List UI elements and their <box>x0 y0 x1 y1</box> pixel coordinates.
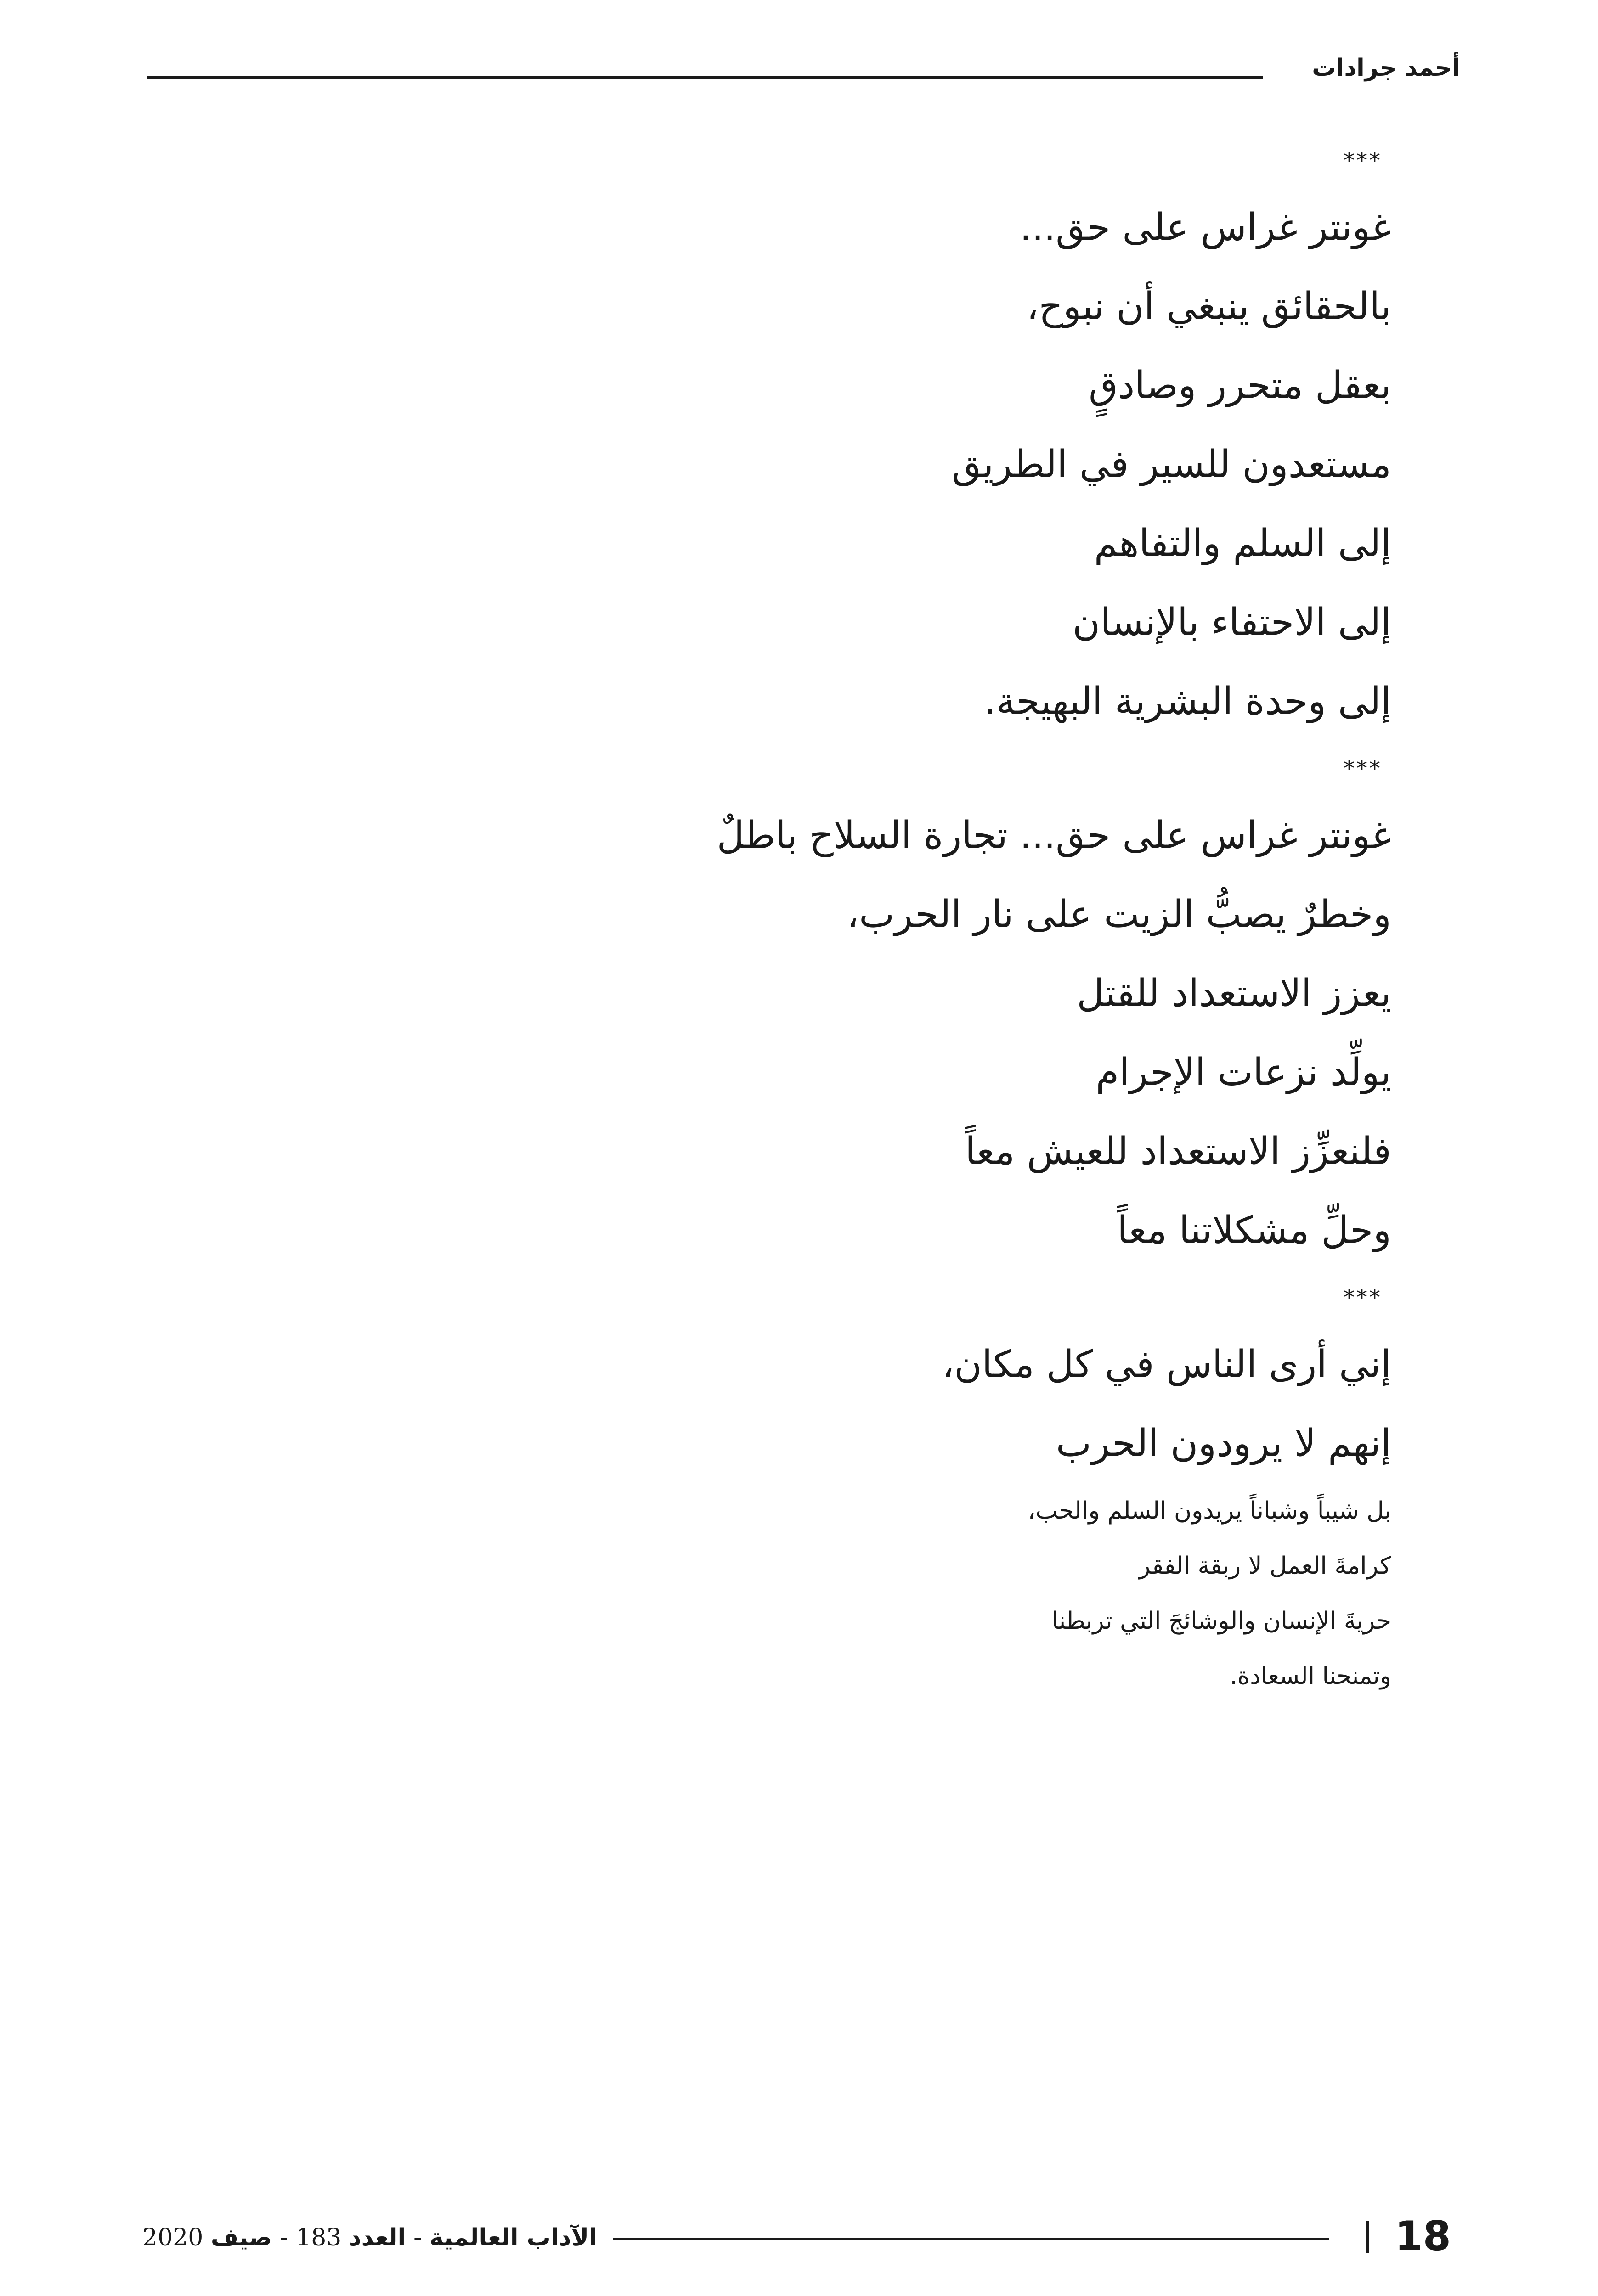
poem-line: إني أرى الناس في كل مكان، <box>942 1343 1391 1386</box>
poem-line: إنهم لا يرودون الحرب <box>1056 1422 1391 1465</box>
poem-line: وتمنحنا السعادة. <box>1230 1662 1391 1690</box>
season: صيف <box>210 2224 272 2251</box>
poem-line: إلى وحدة البشرية البهيجة. <box>984 680 1391 723</box>
poem-line: غونتر غراس على حق... <box>1020 206 1391 249</box>
page-number: 18 <box>1395 2212 1451 2260</box>
journal-info: الآداب العالمية - العدد 183 - صيف 2020 <box>142 2224 597 2251</box>
issue-label: العدد <box>349 2224 406 2251</box>
footer-separator-bar <box>1366 2221 1369 2253</box>
year: 2020 <box>142 2224 203 2251</box>
stanza-separator: *** <box>1344 148 1382 174</box>
poem-line: وخطرٌ يصبُّ الزيت على نار الحرب، <box>847 893 1391 936</box>
stanza-3 <box>381 1325 1391 1704</box>
poem-line: كرامةَ العمل لا ربقة الفقر <box>1139 1552 1391 1580</box>
stanza-1 <box>381 188 1391 741</box>
poem-line: إلى الاحتفاء بالإنسان <box>1073 601 1391 644</box>
poem-line: يولِّد نزعات الإجرام <box>1095 1051 1391 1094</box>
issue-number: 183 <box>296 2224 342 2251</box>
poem-line: غونتر غراس على حق... تجارة السلاح باطلٌ <box>717 814 1391 857</box>
poem-line: بعقل متحرر وصادقٍ <box>1089 364 1391 407</box>
footer-rule <box>613 2238 1329 2240</box>
poem-body <box>381 133 1391 1704</box>
journal-name: الآداب العالمية <box>429 2224 597 2251</box>
author-name: أحمد جرادات <box>1312 54 1460 82</box>
poem-line: بالحقائق ينبغي أن نبوح، <box>1026 285 1391 328</box>
stanza-separator: *** <box>1344 1285 1382 1311</box>
poem-line: حريةَ الإنسان والوشائجَ التي تربطنا <box>1051 1607 1391 1635</box>
poem-line: بل شيباً وشباناً يريدون السلم والحب، <box>1028 1497 1391 1525</box>
stanza-separator: *** <box>1344 756 1382 782</box>
poem-line: فلنعزِّز الاستعداد للعيش معاً <box>965 1130 1391 1173</box>
poem-line: وحلِّ مشكلاتنا معاً <box>1117 1209 1391 1252</box>
page-header <box>147 46 1460 101</box>
stanza-2 <box>381 796 1391 1270</box>
poem-line: إلى السلم والتفاهم <box>1094 522 1391 565</box>
poem-line: مستعدون للسير في الطريق <box>952 443 1391 486</box>
header-rule <box>147 76 1263 79</box>
poem-line: يعزز الاستعداد للقتل <box>1077 972 1391 1015</box>
page-footer <box>142 2211 1451 2266</box>
